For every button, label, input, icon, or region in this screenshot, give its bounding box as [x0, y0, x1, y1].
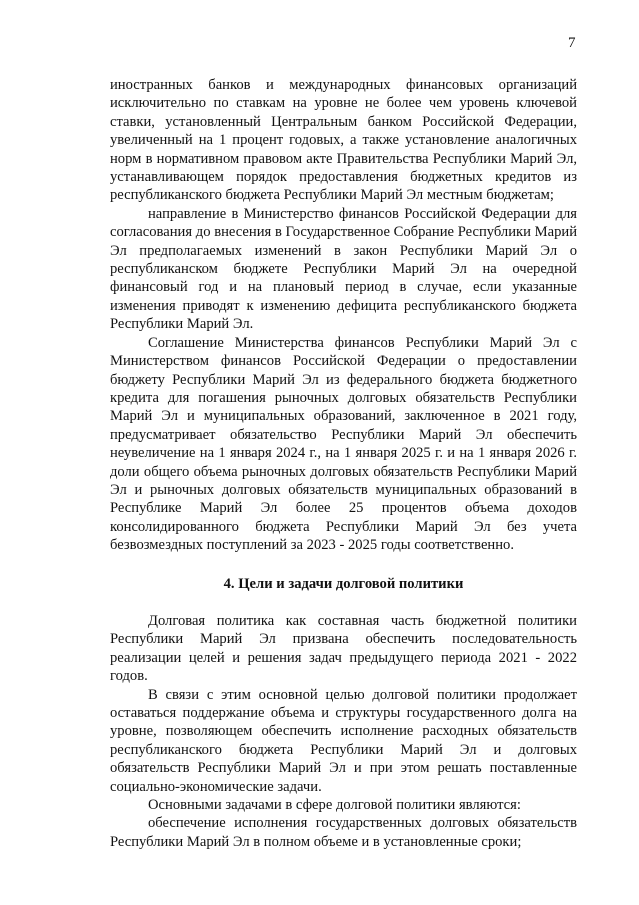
- paragraph: Основными задачами в сфере долговой политики являются:: [148, 797, 521, 814]
- paragraph-continuation: иностранных банков и международных финансовых организаций исключительно по ставкам на уровне не более чем уровень ключевой ставки, установленный Центральным банком Российской Федерации, увеличенный на 1 процент годовых, а также установление аналогичных норм в нормативном правовом акте Правительства Республики Марий Эл, устанавливающем порядок предоставления бюджетных кредитов из республиканского бюджета Республики Марий Эл местным бюджетам;: [110, 77, 577, 204]
- paragraph: Долговая политика как составная часть бюджетной политики Республики Марий Эл призвана обеспечить последовательность реализации целей и решения задач предыдущего периода 2021 - 2022 годов.: [110, 612, 577, 685]
- paragraph: В связи с этим основной целью долговой политики продолжает оставаться поддержание объема и структуры государственного долга на уровне, позволяющем обеспечить исполнение расходных обязательств республиканского бюджета Республики Марий Эл и долговых обязательств Республики Марий Эл и при этом решать поставленные социально-экономические задачи.: [110, 686, 577, 795]
- paragraph: обеспечение исполнения государственных долговых обязательств Республики Марий Эл в полном объеме и в установленные сроки;: [110, 815, 577, 850]
- paragraph: Соглашение Министерства финансов Республики Марий Эл с Министерством финансов Российской Федерации о предоставлении бюджету Республики Марий Эл из федерального бюджета бюджетного кредита для погашения рыночных долговых обязательств Республики Марий Эл и муниципальных образований, заключенное в 2021 году, предусматривает обязательство Республики Марий Эл обеспечить неувеличение на 1 января 2024 г., на 1 января 2025 г. и на 1 января 2026 г. доли общего объема рыночных долговых обязательств Республики Марий Эл и рыночных долговых обязательств муниципальных образований в Республике Марий Эл более 25 процентов объема доходов консолидированного бюджета Республики Марий Эл без учета безвозмездных поступлений за 2023 - 2025 годы соответственно.: [110, 334, 577, 554]
- section-heading: 4. Цели и задачи долговой политики: [223, 575, 464, 592]
- page-number: 7: [568, 35, 576, 51]
- paragraph: направление в Министерство финансов Российской Федерации для согласования до внесения в Государственное Собрание Республики Марий Эл предполагаемых изменений в закон Республики Марий Эл о республиканском бюджете Республики Марий Эл на очередной финансовый год и на плановый период в случае, если указанные изменения приводят к изменению дефицита республиканского бюджета Республики Марий Эл.: [110, 205, 577, 333]
- document-body: [110, 76, 577, 851]
